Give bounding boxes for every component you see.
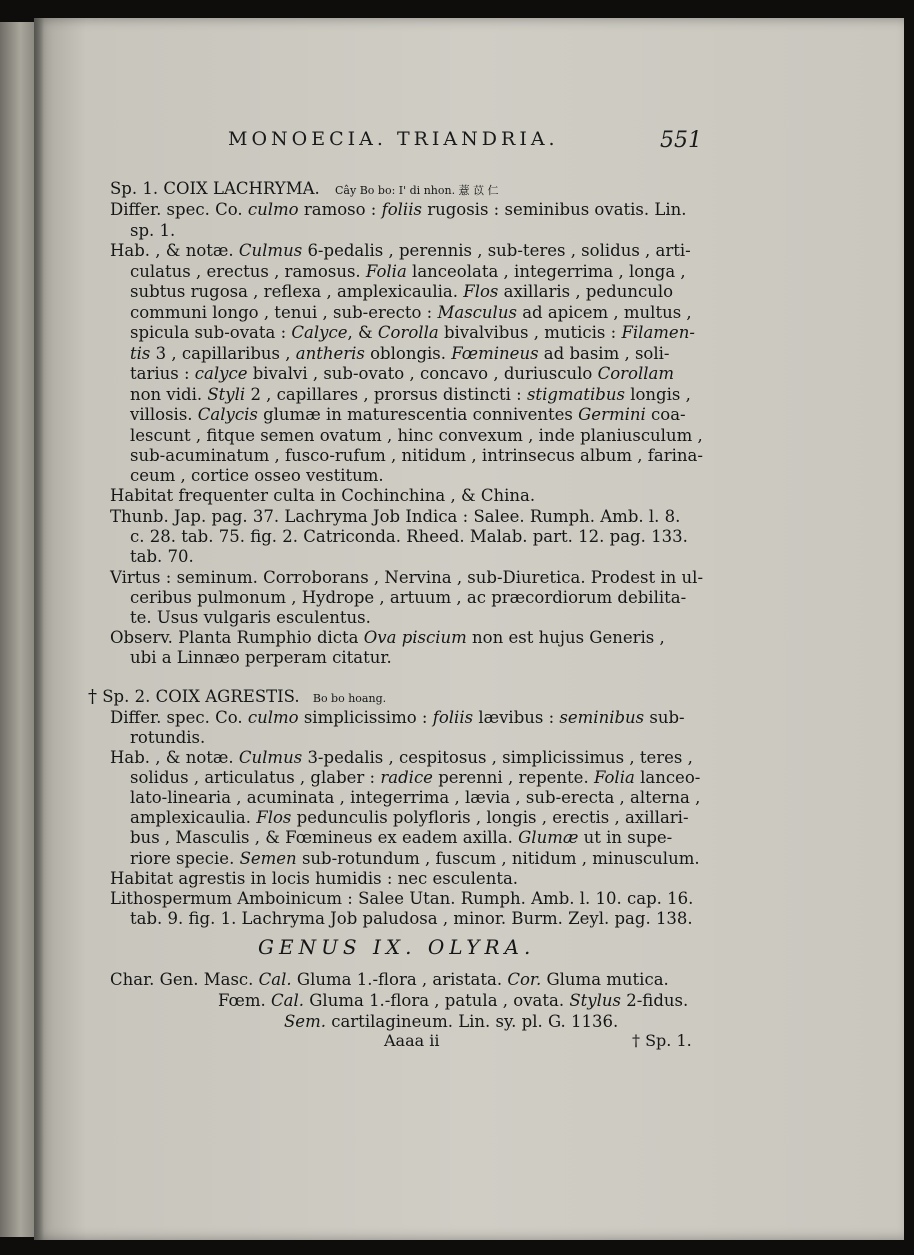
italic-run: Culmus [238,748,303,767]
text-run: Char. Gen. Masc. [110,970,254,989]
italic-run: Semen [239,849,297,868]
text-run: riore specie. [130,849,235,868]
italic-run: Cal. [258,970,292,989]
text-run: culatus , erectus , ramosus. [130,262,361,281]
text-line [130,404,686,425]
text-run: Differ. spec. Co. [110,708,243,727]
running-title: MONOECIA. TRIANDRIA. [228,128,559,150]
facing-page-edge [0,22,34,1237]
text-line [110,707,685,728]
italic-run: Folia [365,262,407,281]
text-line [130,363,674,384]
text-run: communi longo , tenui , sub-erecto : [130,303,433,322]
text-line [130,261,686,282]
text-run: spicula sub-ovata : [130,323,287,342]
italic-run: Ova piscium [363,628,467,647]
text-line: lescunt , fitque semen ovatum , hinc convexum , inde planiusculum , [130,426,703,445]
text-run: axillaris , pedunculo [503,282,674,301]
text-line [130,343,670,364]
text-run: , & [347,323,373,342]
text-line [130,322,695,343]
text-run: 3-pedalis , cespitosus , simplicissimus , teres , [307,748,693,767]
text-run: Fœm. [218,991,266,1010]
italic-run: Masculus [437,303,517,322]
italic-run: seminibus [559,708,645,727]
italic-run: foliis [381,200,422,219]
text-line: Virtus : seminum. Corroborans , Nervina , sub-Diuretica. Prodest in ul- [110,568,704,587]
italic-run: Stylus [569,991,621,1010]
text-line: tab. 70. [130,547,194,566]
italic-run: calyce [194,364,248,383]
text-run: 2 , capillares , prorsus distincti : [250,385,522,404]
italic-run: foliis [432,708,474,727]
italic-run: stigmatibus [526,385,625,404]
text-run: longis , [630,385,691,404]
text-run: subtus rugosa , reflexa , amplexicaulia. [130,282,458,301]
italic-run: Sem. [284,1012,326,1031]
italic-run: Calycis [197,405,258,424]
italic-run: Corolla [377,323,439,342]
italic-run: Germini [578,405,646,424]
text-run: rugosis : seminibus ovatis. Lin. [427,200,687,219]
text-line [130,848,700,869]
text-line [110,747,693,768]
catchword: † Sp. 1. [632,1031,692,1050]
genus-char-line [110,969,669,990]
text-run: non est hujus Generis , [472,628,665,647]
text-run: ad basim , soli- [543,344,670,363]
italic-run: Glumæ [518,828,579,847]
italic-run: Fœmineus [451,344,539,363]
italic-run: Corollam [597,364,675,383]
text-run: Gluma 1.-flora , aristata. [296,970,503,989]
text-line [110,240,691,261]
text-line: rotundis. [130,728,206,747]
italic-run: Culmus [238,241,303,260]
text-run: sub- [649,708,685,727]
species-2-title: Sp. 2. COIX AGRESTIS. [102,687,300,706]
text-run: bus , Masculis , & Fœmineus ex eadem axilla. [130,828,513,847]
text-run: bivalvibus , muticis : [443,323,617,342]
text-line: sub-acuminatum , fusco-rufum , nitidum , intrinsecus album , farina- [130,446,703,465]
text-run: ad apicem , multus , [522,303,692,322]
text-line: ceum , cortice osseo vestitum. [130,466,384,485]
text-line [130,384,691,405]
text-line: Lithospermum Amboinicum : Salee Utan. Rumph. Amb. l. 10. cap. 16. [110,889,694,908]
text-run: pedunculis polyfloris , longis , erectis , axillari- [296,808,689,827]
page-gutter-shadow [34,18,44,1240]
text-run: 6-pedalis , perennis , sub-teres , solidus , arti- [307,241,691,260]
text-run: Hab. , & notæ. [110,748,234,767]
text-run: cartilagineum. Lin. sy. pl. G. 1136. [331,1012,619,1031]
signature-mark: Aaaa ii [384,1031,440,1050]
text-line [130,827,672,848]
text-run: ramoso : [303,200,377,219]
text-line [130,767,700,788]
text-run: Differ. spec. Co. [110,200,243,219]
text-line: Habitat frequenter culta in Cochinchina , & China. [110,486,536,505]
text-run: Gluma 1.-flora , patula , ovata. [309,991,565,1010]
text-run: 3 , capillaribus , [155,344,291,363]
text-line: ubi a Linnæo perperam citatur. [130,648,392,667]
italic-run: radice [380,768,433,787]
text-line [110,199,687,220]
text-run: simplicissimo : [303,708,428,727]
italic-run: tis [130,344,151,363]
italic-run: culmo [247,708,299,727]
text-run: sub-rotundum , fuscum , nitidum , minusculum. [301,849,700,868]
species-2-heading [88,686,386,709]
genus-heading: GENUS IX. OLYRA. [258,935,536,959]
text-line [130,302,692,323]
species-2-vernacular: Bo bo hoang. [312,692,387,705]
text-run: lanceolata , integerrima , longa , [412,262,686,281]
text-line: c. 28. tab. 75. fig. 2. Catriconda. Rheed. Malab. part. 12. pag. 133. [130,527,688,546]
italic-run: Cor. [507,970,542,989]
dagger-mark: † [88,686,97,707]
text-line: ceribus pulmonum , Hydrope , artuum , ac præcordiorum debilita- [130,588,687,607]
text-run: glumæ in maturescentia conniventes [263,405,573,424]
species-1-title: Sp. 1. COIX LACHRYMA. [110,179,320,198]
text-run: coa- [651,405,686,424]
text-run: ut in supe- [583,828,673,847]
text-run: tarius : [130,364,190,383]
italic-run: Calyce [291,323,348,342]
text-run: solidus , articulatus , glaber : [130,768,376,787]
text-line [110,627,665,648]
genus-char-line [218,990,688,1011]
italic-run: antheris [295,344,365,363]
italic-run: Styli [207,385,246,404]
text-run: 2-fidus. [626,991,689,1010]
text-run: lævibus : [478,708,555,727]
species-1-vernacular: Cây Bo bo: I' di nhon. 薏 苡 仁 [335,184,499,197]
text-line: lato-linearia , acuminata , integerrima , lævia , sub-erecta , alterna , [130,788,701,807]
genus-char-line [284,1011,618,1032]
text-line: te. Usus vulgaris esculentus. [130,608,371,627]
italic-run: Cal. [271,991,304,1010]
text-run: non vidi. [130,385,203,404]
text-run: Gluma mutica. [546,970,669,989]
text-line: sp. 1. [130,221,176,240]
text-line: Habitat agrestis in locis humidis : nec esculenta. [110,869,519,888]
page-number: 551 [660,128,702,153]
italic-run: Folia [593,768,635,787]
text-line: tab. 9. fig. 1. Lachryma Job paludosa , minor. Burm. Zeyl. pag. 138. [130,909,693,928]
species-1-heading [110,178,499,201]
text-line [130,807,689,828]
italic-run: Filamen- [621,323,695,342]
text-run: Hab. , & notæ. [110,241,234,260]
text-run: lanceo- [640,768,701,787]
text-run: villosis. [130,405,193,424]
text-run: Observ. Planta Rumphio dicta [110,628,359,647]
text-run: amplexicaulia. [130,808,252,827]
text-run: oblongis. [370,344,447,363]
text-line [130,281,673,302]
italic-run: Flos [463,282,499,301]
text-run: perenni , repente. [438,768,589,787]
italic-run: Flos [256,808,292,827]
text-run: bivalvi , sub-ovato , concavo , duriusculo [252,364,593,383]
text-line: Thunb. Jap. pag. 37. Lachryma Job Indica : Salee. Rumph. Amb. l. 8. [110,507,681,526]
italic-run: culmo [247,200,299,219]
